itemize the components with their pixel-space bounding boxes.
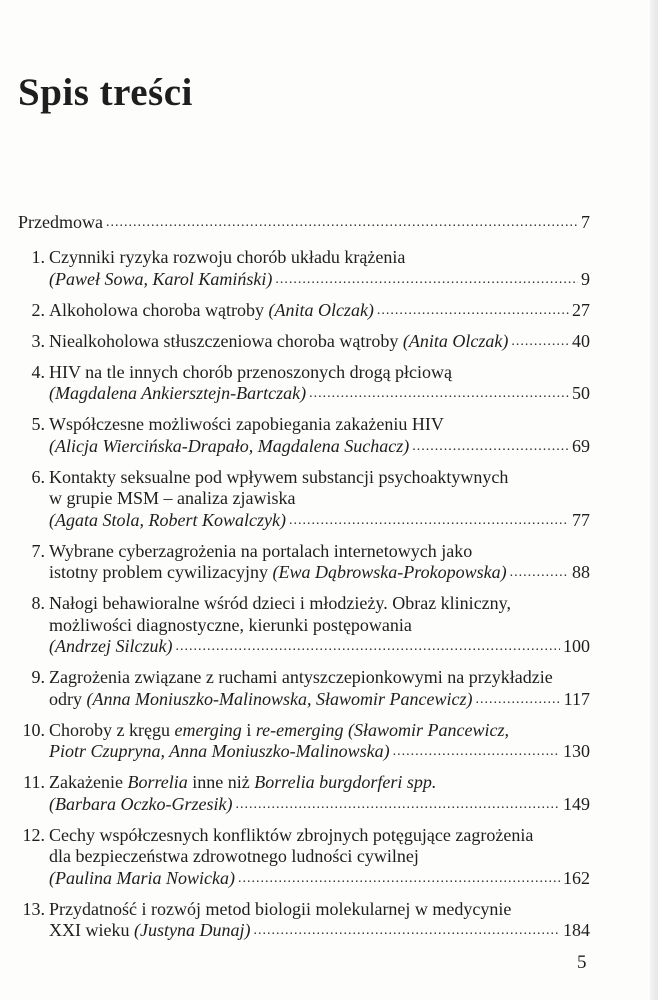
entry-title-text: odry (49, 688, 87, 709)
entry-text (49, 794, 232, 816)
dot-leader (235, 794, 560, 816)
dot-leader (511, 331, 569, 353)
entry-page: 149 (563, 793, 590, 814)
entry-line (49, 667, 590, 689)
toc-entries (18, 247, 590, 942)
entry-number: 2. (31, 299, 45, 320)
entry-body (49, 667, 590, 710)
entry-text (49, 269, 272, 291)
entry-page: 88 (572, 562, 590, 582)
entry-title-text: Zakażenie (49, 772, 128, 792)
entry-author-text: (Barbara Oczko-Grzesik) (49, 793, 233, 814)
entry-author-text: (Anita Olczak) (402, 330, 509, 351)
entry-body (49, 772, 590, 815)
entry-line (49, 541, 590, 563)
entry-page: 130 (563, 741, 590, 761)
page-edge (650, 0, 658, 1000)
entry-title-text: Choroby z kręgu (49, 719, 175, 740)
entry-title: Przedmowa (18, 212, 103, 232)
dot-leader (253, 920, 560, 942)
entry-line (49, 636, 590, 658)
entry-text (49, 436, 409, 458)
entry-title-text: i (241, 719, 256, 740)
entry-author-text: (Paulina Maria Nowicka) (49, 867, 235, 888)
entry-line (49, 846, 590, 868)
entry-line (49, 247, 590, 269)
entry-author-text: Piotr Czupryna, Anna Moniuszko-Malinowska) (49, 741, 390, 761)
entry-text (49, 846, 419, 866)
entry-page: 184 (563, 920, 590, 940)
dot-leader (275, 269, 578, 291)
entry-text (49, 300, 374, 322)
entry-body (49, 825, 590, 890)
entry-line (49, 331, 590, 353)
entry-text (49, 541, 472, 561)
entry-line (49, 794, 590, 816)
toc-entry[interactable] (18, 772, 590, 815)
entry-author-text: (Alicja Wiercińska-Drapało, Magdalena Suchacz) (49, 435, 410, 456)
entry-text (49, 247, 405, 267)
entry-page: 117 (563, 688, 590, 709)
toc-entry-preface[interactable] (18, 212, 590, 234)
entry-line (49, 868, 590, 890)
entry-text (49, 331, 508, 353)
entry-line (49, 920, 590, 942)
dot-leader (309, 383, 569, 405)
entry-title-text: istotny problem cywilizacyjny (49, 562, 273, 582)
page-number: 5 (577, 952, 587, 973)
entry-text (49, 488, 295, 508)
entry-page: 9 (581, 268, 590, 289)
entry-number: 8. (31, 593, 45, 613)
entry-number: 3. (31, 330, 45, 351)
entry-page: 69 (572, 435, 590, 456)
entry-title-text: inne niż (187, 772, 255, 792)
dot-leader (175, 636, 560, 658)
entry-page: 40 (572, 330, 590, 351)
entry-text (49, 383, 306, 405)
entry-body (49, 467, 590, 532)
toc-entry[interactable] (18, 825, 590, 890)
entry-author-text: Borrelia burgdorferi spp. (254, 772, 437, 792)
entry-text (49, 899, 511, 919)
dot-leader (475, 689, 560, 711)
entry-author-text: Borrelia (127, 772, 188, 792)
entry-text (49, 825, 533, 845)
entry-title-text: dla bezpieczeństwa zdrowotnego ludności cywilnej (49, 846, 419, 866)
entry-number: 4. (31, 361, 45, 382)
entry-page: 27 (572, 299, 590, 320)
entry-title-text: Wybrane cyberzagrożenia na portalach internetowych jako (49, 540, 473, 561)
entry-author-text: (Ewa Dąbrowska-Prokopowska) (272, 562, 507, 582)
entry-number: 12. (22, 824, 45, 845)
toc-entry[interactable] (18, 899, 590, 942)
entry-text (49, 593, 511, 613)
entry-line (49, 720, 590, 742)
entry-line (49, 510, 590, 532)
entry-text (49, 467, 508, 487)
entry-line (18, 212, 590, 234)
entry-text (49, 720, 509, 740)
entry-line (49, 362, 590, 384)
entry-author-text: (Anita Olczak) (268, 299, 374, 320)
entry-text (49, 772, 436, 792)
entry-body (49, 362, 590, 405)
entry-line (49, 488, 590, 510)
dot-leader (377, 300, 569, 322)
entry-number: 11. (23, 772, 45, 792)
dot-leader (393, 741, 560, 763)
entry-number: 7. (31, 540, 45, 561)
entry-body (49, 593, 590, 658)
toc-entry[interactable] (18, 300, 590, 322)
entry-line (49, 615, 590, 637)
entry-page: 162 (563, 867, 590, 888)
entry-title-text: Kontakty seksualne pod wpływem substancji psychoaktywnych (49, 466, 509, 487)
toc-entry[interactable] (18, 467, 590, 532)
entry-body (49, 541, 590, 584)
entry-line (49, 436, 590, 458)
entry-body (49, 331, 590, 353)
toc-entry[interactable] (18, 593, 590, 658)
entry-page: 7 (581, 212, 590, 232)
entry-author-text: (Justyna Dunaj) (133, 920, 251, 940)
entry-line (49, 741, 590, 763)
entry-line (49, 414, 590, 436)
toc-entry[interactable] (18, 247, 590, 290)
entry-title-text: Zagrożenia związane z ruchami antyszczepionkowymi na przykładzie (49, 667, 553, 687)
dot-leader (510, 562, 569, 584)
entry-body (49, 247, 590, 290)
entry-title-text: XXI wieku (49, 920, 134, 940)
entry-line (49, 593, 590, 615)
entry-line (49, 467, 590, 489)
entry-author-text: (Paweł Sowa, Karol Kamiński) (49, 268, 273, 289)
entry-number: 1. (31, 247, 45, 267)
toc-entry[interactable] (18, 541, 590, 584)
entry-body (49, 414, 590, 457)
toc-entry[interactable] (18, 331, 590, 353)
toc-entry[interactable] (18, 667, 590, 710)
entry-line (49, 562, 590, 584)
entry-body (49, 720, 590, 763)
entry-line (49, 825, 590, 847)
entry-page: 100 (563, 636, 590, 656)
entry-author-text: (Anna Moniuszko-Malinowska, Sławomir Pancewicz) (86, 688, 473, 709)
table-of-contents (18, 212, 590, 951)
entry-author-text: (Sławomir Pancewicz, (347, 719, 509, 740)
toc-entry[interactable] (18, 414, 590, 457)
entry-line (49, 899, 590, 921)
entry-text (49, 362, 452, 382)
entry-line (49, 269, 590, 291)
entry-text (49, 510, 286, 532)
entry-body (49, 300, 590, 322)
entry-page: 50 (572, 383, 590, 403)
entry-number: 6. (31, 466, 45, 487)
entry-title-text: Cechy współczesnych konfliktów zbrojnych potęgujące zagrożenia (49, 824, 534, 845)
entry-text (49, 667, 553, 687)
entry-title-text: Czynniki ryzyka rozwoju chorób układu krążenia (49, 247, 406, 267)
entry-text (49, 414, 444, 434)
entry-author-text: (Magdalena Ankiersztejn-Bartczak) (49, 383, 307, 403)
entry-author-text: (Agata Stola, Robert Kowalczyk) (49, 509, 286, 530)
entry-title-text: możliwości diagnostyczne, kierunki postępowania (49, 614, 412, 635)
entry-line (49, 300, 590, 322)
entry-title-text: HIV na tle innych chorób przenoszonych drogą płciową (49, 361, 453, 382)
entry-body (49, 899, 590, 942)
entry-number: 10. (22, 719, 45, 740)
entry-page: 77 (572, 509, 590, 530)
entry-text (49, 615, 412, 635)
entry-number: 9. (31, 667, 45, 687)
entry-title-text: w grupie MSM – analiza zjawiska (49, 488, 296, 508)
entry-text (49, 741, 390, 763)
entry-author-text: (Andrzej Silczuk) (49, 636, 173, 656)
entry-author-text: emerging (174, 719, 242, 740)
dot-leader (238, 868, 560, 890)
page-title: Spis treści (18, 71, 193, 114)
entry-text (49, 562, 507, 584)
entry-number: 5. (31, 414, 45, 434)
entry-title-text: Alkoholowa choroba wątroby (49, 299, 269, 320)
entry-text (49, 920, 250, 942)
entry-body (18, 212, 590, 234)
toc-entry[interactable] (18, 720, 590, 763)
dot-leader (106, 212, 578, 234)
entry-title-text: Współczesne możliwości zapobiegania zakażeniu HIV (49, 414, 444, 434)
entry-text (49, 868, 235, 890)
dot-leader (289, 510, 569, 532)
entry-text (49, 689, 472, 711)
entry-text (49, 636, 172, 658)
toc-entry[interactable] (18, 362, 590, 405)
entry-line (49, 772, 590, 794)
entry-title-text: Przydatność i rozwój metod biologii molekularnej w medycynie (49, 898, 512, 919)
entry-author-text: re-emerging (255, 719, 344, 740)
entry-title-text: Niealkoholowa stłuszczeniowa choroba wątroby (49, 330, 403, 351)
dot-leader (412, 436, 569, 458)
entry-number: 13. (22, 898, 45, 919)
entry-line (49, 689, 590, 711)
entry-title-text: Nałogi behawioralne wśród dzieci i młodzieży. Obraz kliniczny, (49, 593, 511, 613)
entry-line (49, 383, 590, 405)
